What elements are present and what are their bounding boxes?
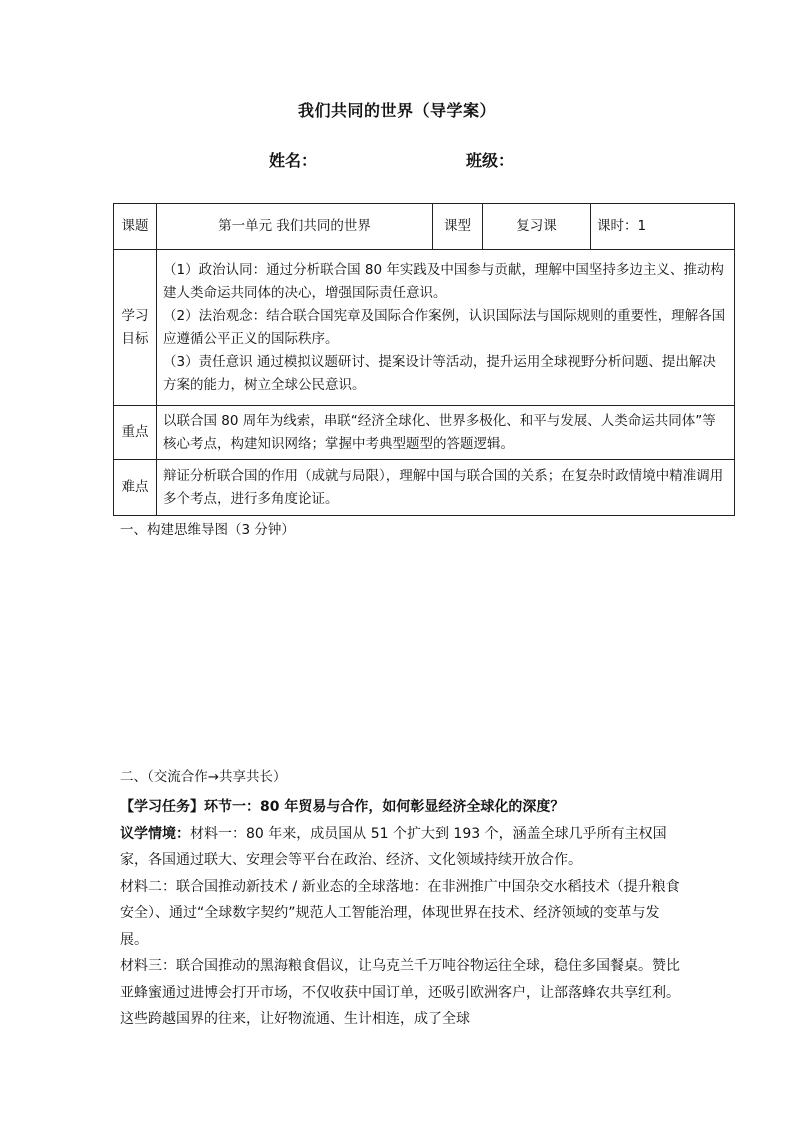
- goal-item: （1）政治认同：通过分析联合国 80 年实践及中国参与贡献，理解中国坚持多边主义、推动构建人类命运共同体的决心，增强国际责任意识。: [163, 261, 724, 301]
- name-label: 姓名：: [269, 151, 318, 170]
- type-value: 复习课: [483, 204, 591, 250]
- table-row: [114, 250, 735, 406]
- section-cooperation: 二、（交流合作→共享共长）: [120, 769, 287, 785]
- lesson-plan-table: [113, 203, 735, 516]
- section-mind-map: 一、构建思维导图（3 分钟）: [120, 522, 295, 538]
- goals-label: [114, 250, 157, 406]
- key-points-text: 以联合国 80 周年为线索，串联“经济全球化、世界多极化、和平与发展、人类命运共同体”等核心考点，构建知识网络；掌握中考典型题型的答题逻辑。: [157, 406, 735, 460]
- table-row: [114, 460, 735, 516]
- material-1: 材料一：80 年来，成员国从 51 个扩大到 193 个，涵盖全球几乎所有主权国家，各国通过联大、安理会等平台在政治、经济、文化领域持续开放合作。: [120, 825, 667, 868]
- goals-text: [157, 250, 735, 406]
- difficulties-label: 难点: [114, 460, 157, 516]
- table-row: [114, 406, 735, 460]
- goals-label-line1: 学习: [121, 307, 149, 324]
- table-row: [114, 204, 735, 250]
- material-3: 材料三：联合国推动的黑海粮食倡议，让乌克兰千万吨谷物运往全球，稳住多国餐桌。赞比亚蜂蜜通过进博会打开市场，不仅收获中国订单，还吸引欧洲客户，让部落蜂农共享红利。这些跨越国界的往来，让好物流通、生计相连，成了全球: [120, 958, 680, 1027]
- goal-item: （2）法治观念：结合联合国宪章及国际合作案例，认识国际法与国际规则的重要性，理解各国应遵循公平正义的国际秩序。: [163, 307, 726, 347]
- key-points-label: 重点: [114, 406, 157, 460]
- goal-item: （3）责任意识 通过模拟议题研讨、提案设计等活动，提升运用全球视野分析问题、提出解决方案的能力，树立全球公民意识。: [163, 353, 716, 393]
- task-content: [120, 794, 685, 1033]
- difficulties-text: 辩证分析联合国的作用（成就与局限），理解中国与联合国的关系；在复杂时政情境中精准调用多个考点，进行多角度论证。: [157, 460, 735, 516]
- material-2: 材料二：联合国推动新技术 / 新业态的全球落地：在非洲推广中国杂交水稻技术（提升粮食安全）、通过“全球数字契约”规范人工智能治理，体现世界在技术、经济领域的变革与发展。: [120, 878, 680, 948]
- period-value: 课时：1: [591, 204, 735, 250]
- task-heading: 【学习任务】环节一：80 年贸易与合作，如何彰显经济全球化的深度？: [120, 799, 565, 815]
- type-label: 课型: [433, 204, 483, 250]
- topic-label: 课题: [114, 204, 157, 250]
- class-label: 班级：: [466, 151, 515, 170]
- goals-label-line2: 目标: [121, 330, 149, 347]
- page-title: 我们共同的世界（导学案）: [297, 101, 496, 120]
- topic-value: 第一单元 我们共同的世界: [157, 204, 433, 250]
- context-label: 议学情境：: [120, 825, 190, 842]
